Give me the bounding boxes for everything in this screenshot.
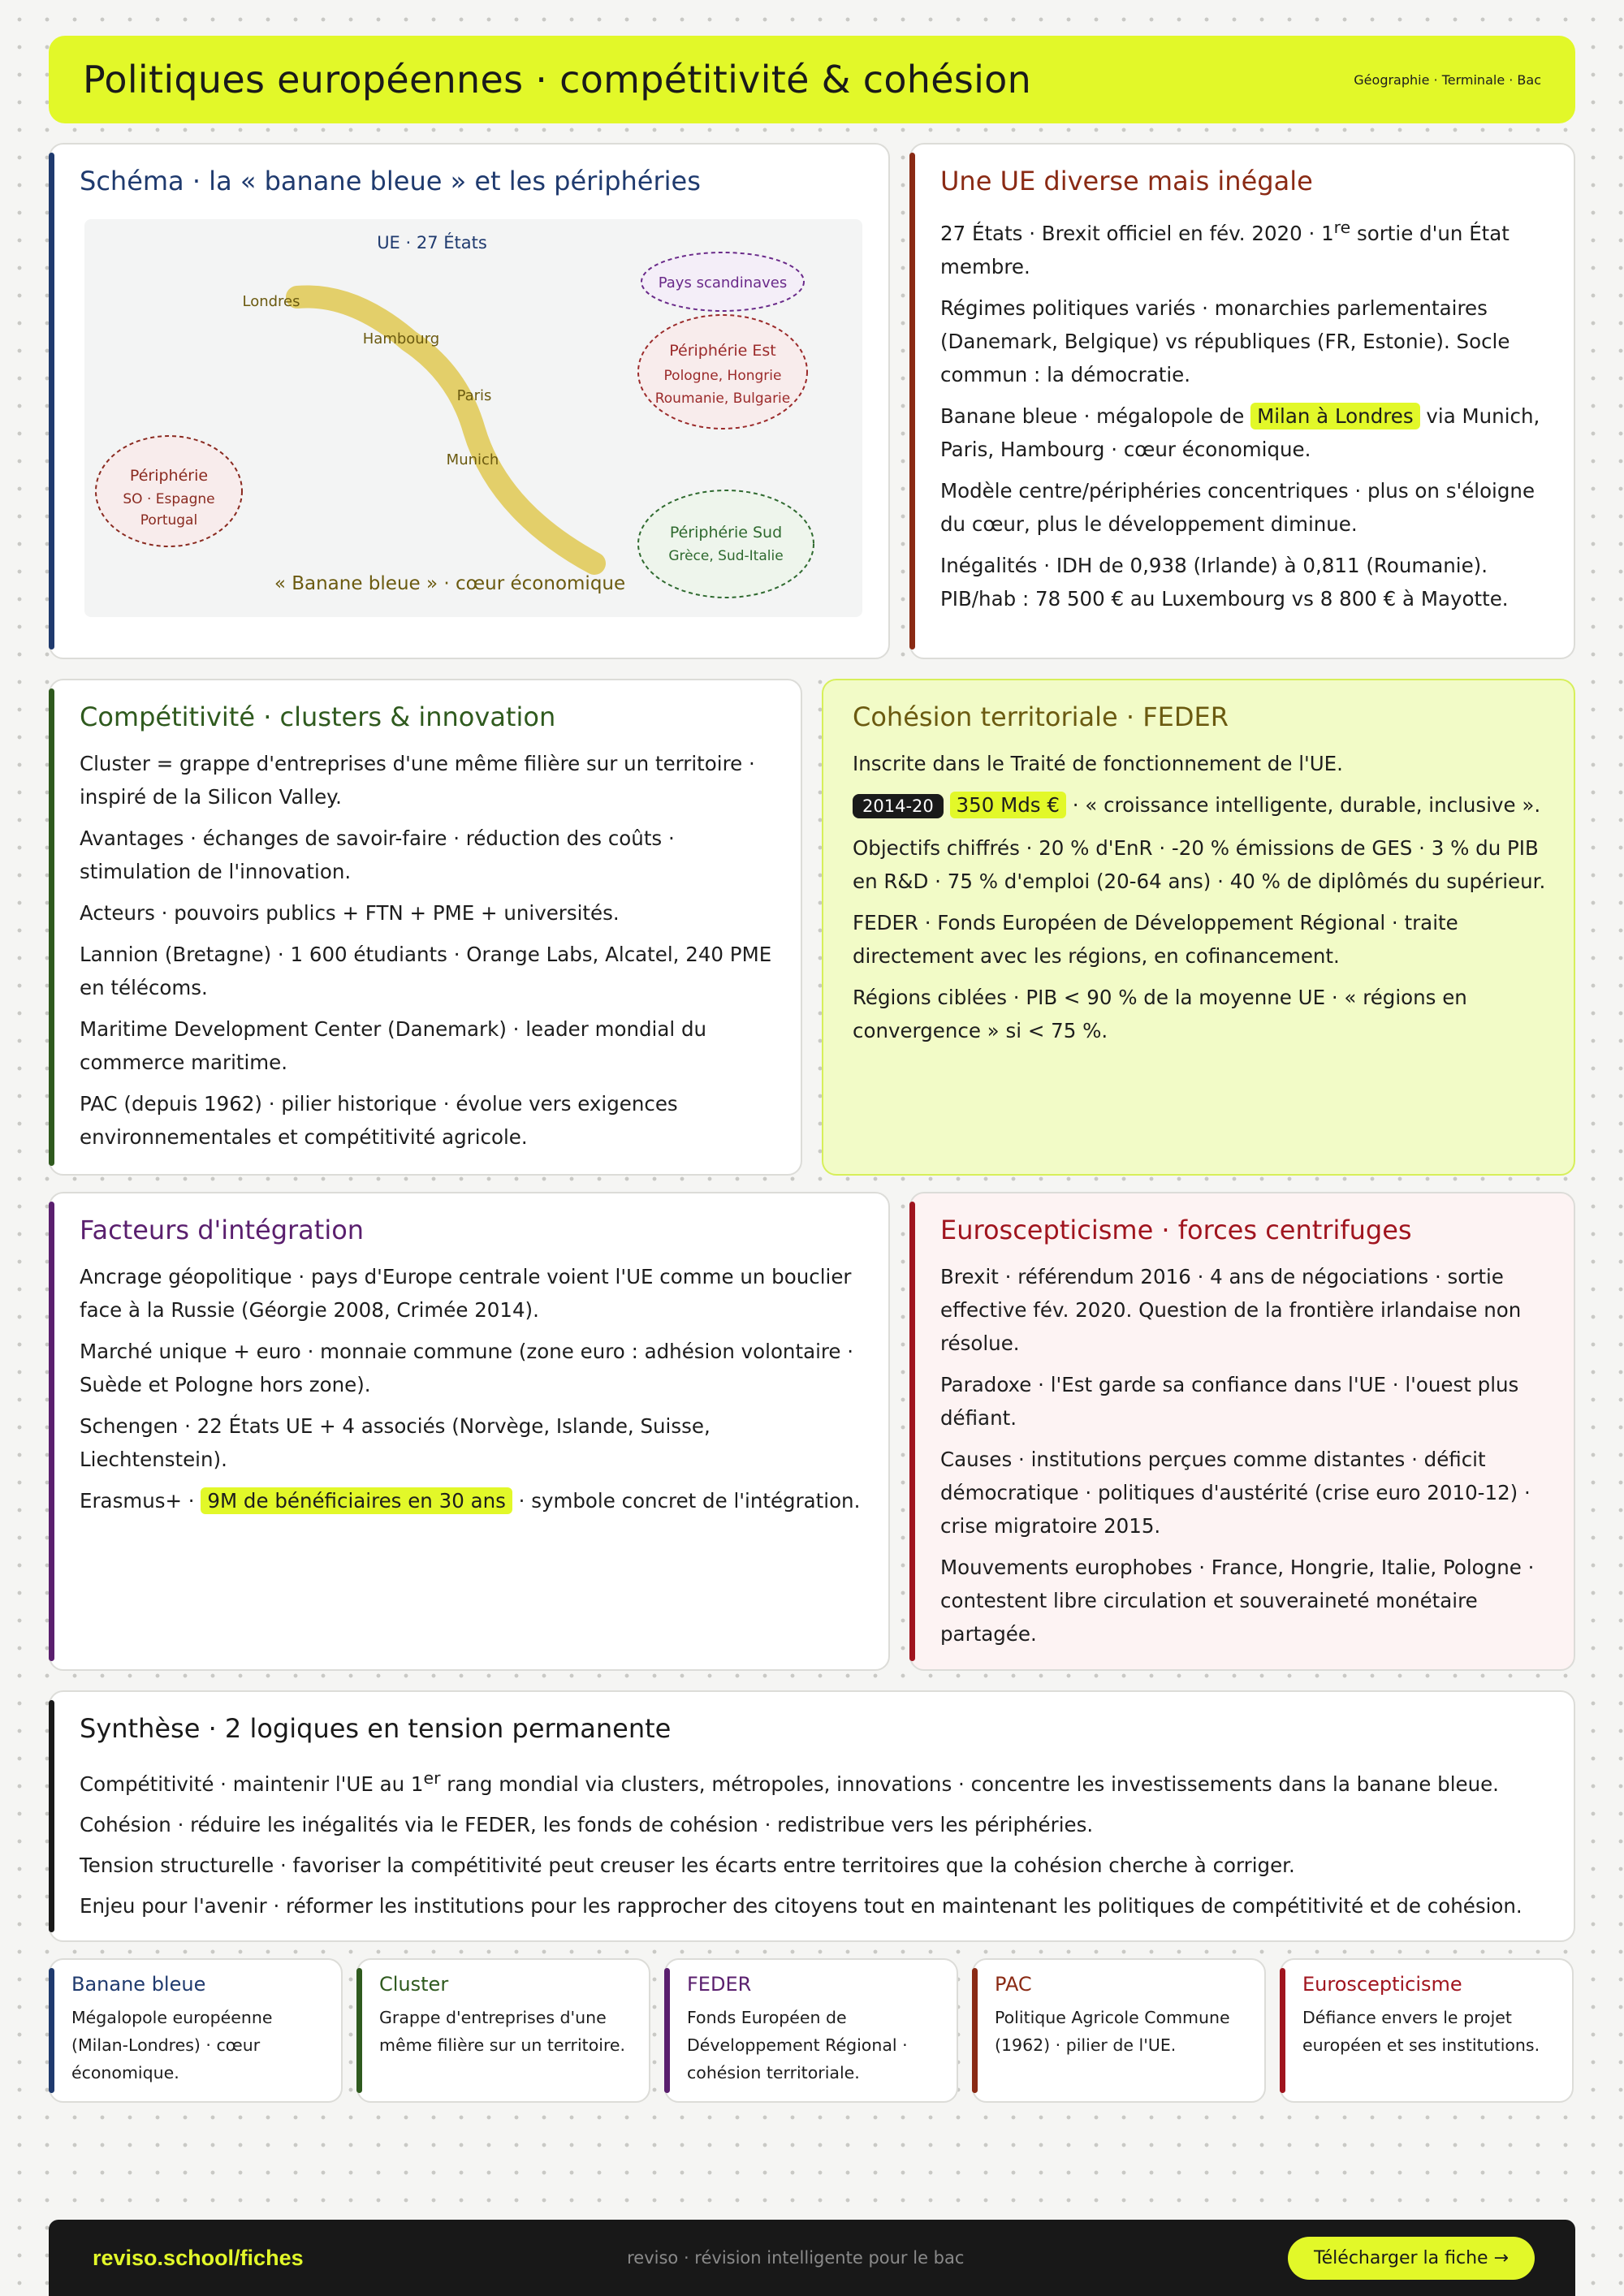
glossary-card [356, 1958, 650, 2103]
competitivite-item: Avantages · échanges de savoir-faire · réduction des coûts · stimulation de l'innovation. [80, 826, 675, 883]
glossary-term: Euroscepticisme [1302, 1973, 1462, 1996]
synthese-paragraph: Cohésion · réduire les inégalités via le FEDER, les fonds de cohésion · redistribue vers les périphéries. [80, 1813, 1094, 1837]
period-badge: 2014-20 [853, 794, 944, 818]
competitivite-title: Compétitivité · clusters & innovation [80, 701, 556, 732]
ue-paragraph: Inégalités · IDH de 0,938 (Irlande) à 0,811 (Roumanie). PIB/hab : 78 500 € au Luxembourg vs 8 800 € à Mayotte. [940, 554, 1509, 611]
euroscepticisme-item: Brexit · référendum 2016 · 4 ans de négociations · sortie effective fév. 2020. Question de la frontière irlandaise non résolue. [940, 1265, 1522, 1355]
euroscepticisme-title: Euroscepticisme · forces centrifuges [940, 1215, 1412, 1245]
synthese-paragraph: Enjeu pour l'avenir · réformer les institutions pour les rapprocher des citoyens tout en maintenant les politiques de compétitivité et de cohésion. [80, 1894, 1522, 1918]
glossary-card [972, 1958, 1266, 2103]
euroscepticisme-item: Mouvements europhobes · France, Hongrie, Italie, Pologne · contestent libre circulation et souveraineté monétaire partagée. [940, 1556, 1535, 1646]
schema-diagram [84, 219, 862, 617]
svg-text:Périphérie: Périphérie [129, 467, 209, 485]
glossary-card [664, 1958, 958, 2103]
competitivite-item: Lannion (Bretagne) · 1 600 étudiants · Orange Labs, Alcatel, 240 PME en télécoms. [80, 943, 772, 999]
page-title: Politiques européennes · compétitivité & cohésion [83, 58, 1032, 101]
integration-paragraph: Schengen · 22 États UE + 4 associés (Norvège, Islande, Suisse, Liechtenstein). [80, 1414, 710, 1471]
svg-text:Portugal: Portugal [140, 512, 198, 529]
svg-text:Périphérie Sud: Périphérie Sud [669, 524, 783, 542]
euroscepticisme-card [909, 1192, 1575, 1671]
competitivite-item: Cluster = grappe d'entreprises d'une même filière sur un territoire · inspiré de la Silicon Valley. [80, 752, 755, 809]
competitivite-item: Maritime Development Center (Danemark) · leader mondial du commerce maritime. [80, 1017, 707, 1074]
svg-text:Roumanie, Bulgarie: Roumanie, Bulgarie [654, 391, 791, 407]
integration-paragraph: Erasmus+ · 9M de bénéficiaires en 30 ans · symbole concret de l'intégration. [80, 1489, 861, 1513]
highlight: Milan à Londres [1250, 403, 1420, 429]
integration-title: Facteurs d'intégration [80, 1215, 365, 1245]
integration-paragraph: Marché unique + euro · monnaie commune (zone euro : adhésion volontaire · Suède et Pologne hors zone). [80, 1340, 854, 1396]
synthese-title: Synthèse · 2 logiques en tension permanente [80, 1713, 672, 1744]
competitivite-item: Acteurs · pouvoirs publics + FTN + PME + universités. [80, 901, 620, 925]
glossary-definition: Mégalopole européenne (Milan-Londres) · cœur économique. [71, 2008, 273, 2082]
euroscepticisme-item: Causes · institutions perçues comme distantes · déficit démocratique · politiques d'austérité (crise euro 2010-12) · crise migratoire 2015. [940, 1448, 1531, 1538]
periphery-sud [638, 490, 814, 598]
schema-title: Schéma · la « banane bleue » et les périphéries [80, 166, 701, 196]
glossary-term: Banane bleue [71, 1973, 206, 1996]
ue-paragraph: Modèle centre/périphéries concentriques · plus on s'éloigne du cœur, plus le développement diminue. [940, 479, 1535, 537]
cohesion-paragraph: Régions ciblées · PIB < 90 % de la moyenne UE · « régions en convergence » si < 75 %. [853, 986, 1467, 1042]
page-header [49, 36, 1575, 123]
glossary-definition: Politique Agricole Commune (1962) · pilier de l'UE. [995, 2008, 1230, 2055]
cohesion-paragraph: FEDER · Fonds Européen de Développement Régional · traite directement avec les régions, en cofinancement. [853, 911, 1458, 968]
synthese-card [49, 1690, 1575, 1942]
svg-text:Pays scandinaves: Pays scandinaves [658, 274, 788, 291]
cohesion-paragraph: 2014-20 350 Mds € · « croissance intelligente, durable, inclusive ». [853, 788, 1546, 823]
download-button[interactable]: Télécharger la fiche → [1288, 2237, 1535, 2280]
ue-paragraph: Banane bleue · mégalopole de Milan à Londres via Munich, Paris, Hambourg · cœur économique. [940, 404, 1540, 462]
glossary-definition: Grappe d'entreprises d'une même filière sur un territoire. [379, 2008, 626, 2055]
highlight: 9M de bénéficiaires en 30 ans [201, 1487, 512, 1514]
highlight: 350 Mds € [950, 792, 1066, 818]
city-hambourg: Hambourg [362, 330, 440, 347]
glossary-term: FEDER [687, 1973, 752, 1996]
footer-tagline: reviso · révision intelligente pour le bac [627, 2248, 965, 2268]
svg-text:Pologne, Hongrie: Pologne, Hongrie [663, 368, 782, 384]
glossary-term: Cluster [379, 1973, 449, 1996]
integration-paragraph: Ancrage géopolitique · pays d'Europe centrale voient l'UE comme un bouclier face à la Russie (Géorgie 2008, Crimée 2014). [80, 1265, 852, 1322]
glossary-card [49, 1958, 343, 2103]
euroscepticisme-item: Paradoxe · l'Est garde sa confiance dans l'UE · l'ouest plus défiant. [940, 1373, 1519, 1430]
competitivite-card [49, 679, 802, 1176]
banana-caption: « Banane bleue » · cœur économique [274, 573, 626, 594]
glossary-definition: Fonds Européen de Développement Régional · cohésion territoriale. [687, 2008, 908, 2082]
brand-link[interactable]: reviso.school/fiches [93, 2245, 304, 2270]
glossary-term: PAC [995, 1973, 1032, 1996]
synthese-paragraph: Tension structurelle · favoriser la compétitivité peut creuser les écarts entre territoires que la cohésion cherche à corriger. [80, 1854, 1295, 1878]
synthese-paragraph: Compétitivité · maintenir l'UE au 1er rang mondial via clusters, métropoles, innovations · concentre les investissements dans la banane bleue. [80, 1768, 1499, 1797]
svg-text:Grèce, Sud-Italie: Grèce, Sud-Italie [668, 548, 784, 564]
city-paris: Paris [456, 387, 492, 404]
glossary-card [1280, 1958, 1574, 2103]
city-munich: Munich [446, 451, 499, 468]
ue-card [909, 143, 1575, 659]
glossary-definition: Défiance envers le projet européen et ses institutions. [1302, 2008, 1540, 2055]
banana-band [297, 296, 594, 563]
svg-text:SO · Espagne: SO · Espagne [123, 491, 215, 507]
page-meta: Géographie · Terminale · Bac [1354, 71, 1541, 88]
competitivite-item: PAC (depuis 1962) · pilier historique · évolue vers exigences environnementales et compétitivité agricole. [80, 1092, 678, 1149]
cohesion-paragraph: Inscrite dans le Traité de fonctionnement de l'UE. [853, 752, 1343, 775]
schema-card [49, 143, 890, 659]
svg-text:Périphérie Est: Périphérie Est [669, 342, 776, 360]
city-londres: Londres [242, 293, 300, 310]
cohesion-card [822, 679, 1575, 1176]
page-footer [49, 2220, 1575, 2296]
ue-title: Une UE diverse mais inégale [940, 166, 1313, 196]
integration-card [49, 1192, 890, 1671]
cohesion-paragraph: Objectifs chiffrés · 20 % d'EnR · -20 % émissions de GES · 3 % du PIB en R&D · 75 % d'emploi (20-64 ans) · 40 % de diplômés du supérieur. [853, 836, 1546, 893]
ue-paragraph: 27 États · Brexit officiel en fév. 2020 · 1re sortie d'un État membre. [940, 218, 1510, 279]
ue-label: UE · 27 États [377, 233, 487, 252]
ue-paragraph: Régimes politiques variés · monarchies parlementaires (Danemark, Belgique) vs républiques (FR, Estonie). Socle commun : la démocratie. [940, 296, 1510, 387]
cohesion-title: Cohésion territoriale · FEDER [853, 701, 1229, 732]
